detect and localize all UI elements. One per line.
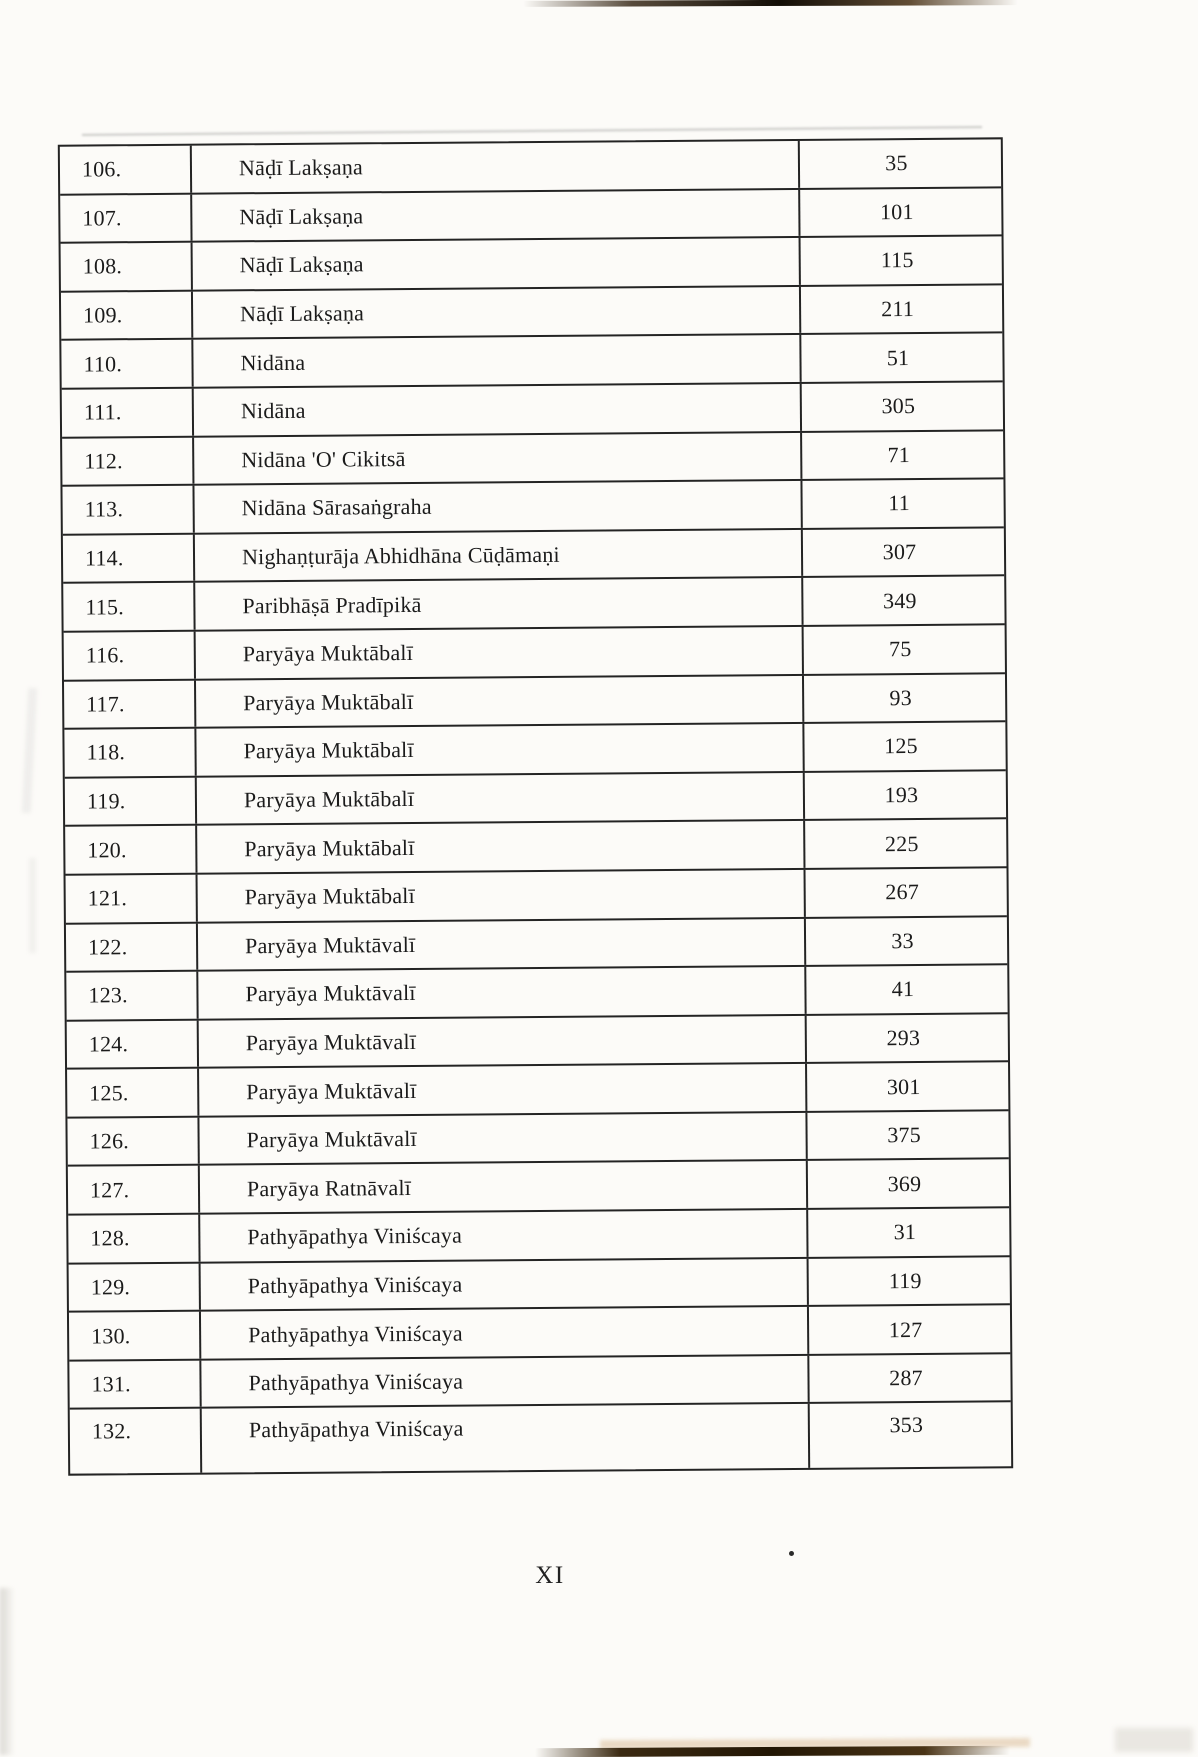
row-serial-number: 113. — [62, 486, 194, 534]
row-serial-number: 129. — [69, 1263, 201, 1311]
row-page-number: 369 — [887, 1170, 922, 1197]
row-serial-number: 111. — [62, 389, 194, 437]
row-page-number: 305 — [881, 393, 916, 419]
scanned-table-area — [58, 137, 1013, 1476]
row-serial-number: 126. — [67, 1118, 199, 1166]
row-title: Nidāna — [193, 335, 801, 386]
index-table — [58, 137, 1013, 1476]
row-page-number: 115 — [880, 247, 914, 273]
row-page-number: 33 — [891, 927, 914, 954]
table-row — [62, 431, 1003, 487]
row-serial-number: 109. — [61, 291, 193, 339]
scan-artifact-top-edge — [523, 0, 1018, 7]
row-title: Nāḍī Lakṣaṇa — [192, 141, 800, 192]
row-title: Pathyāpathya Viniścaya — [202, 1404, 810, 1473]
row-title: Pathyāpathya Viniścaya — [200, 1210, 808, 1261]
table-row — [60, 139, 1001, 195]
scan-artifact-left-streak — [29, 858, 36, 953]
row-page-number: 11 — [888, 490, 911, 516]
row-page-number: 35 — [885, 150, 908, 176]
table-row — [64, 722, 1005, 778]
row-title: Nidāna Sārasaṅgraha — [194, 481, 802, 532]
row-serial-number: 108. — [61, 243, 193, 291]
row-serial-number: 117. — [64, 680, 196, 728]
table-row — [60, 188, 1001, 244]
row-page-number: 211 — [881, 296, 915, 322]
scan-artifact-left-streak — [22, 688, 38, 813]
row-title: Pathyāpathya Viniścaya — [201, 1259, 809, 1310]
row-serial-number: 106. — [60, 146, 192, 194]
row-title: Paribhāṣā Pradīpikā — [195, 578, 803, 629]
table-row — [66, 917, 1007, 973]
scan-artifact-ghost-line — [82, 126, 982, 136]
row-title: Nighaṇṭurāja Abhidhāna Cūḍāmaṇi — [195, 530, 803, 581]
row-serial-number: 123. — [66, 972, 198, 1020]
table-row — [68, 1208, 1009, 1264]
table-row — [69, 1257, 1010, 1313]
scan-artifact-bottom-smear — [600, 1738, 1030, 1749]
row-page-number: 93 — [889, 684, 912, 711]
row-page-number: 101 — [879, 198, 914, 225]
row-serial-number: 125. — [67, 1069, 199, 1117]
row-serial-number: 122. — [66, 923, 198, 971]
row-title: Nāḍī Lakṣaṇa — [193, 238, 801, 289]
row-page-number: 71 — [887, 441, 911, 468]
row-serial-number: 115. — [63, 583, 195, 631]
row-title: Paryāya Muktābalī — [196, 675, 804, 726]
scan-artifact-bottom-edge — [535, 1746, 1010, 1757]
row-title: Nidāna 'O' Cikitsā — [194, 432, 802, 483]
row-title: Paryāya Ratnāvalī — [200, 1161, 808, 1212]
row-title: Nidāna — [194, 384, 802, 435]
row-serial-number: 121. — [66, 875, 198, 923]
row-serial-number: 119. — [65, 777, 197, 825]
table-row — [61, 285, 1002, 341]
table-row — [62, 479, 1003, 535]
table-row — [67, 1111, 1008, 1167]
table-row — [63, 528, 1004, 584]
row-title: Paryāya Muktāvalī — [199, 1064, 807, 1115]
row-serial-number: 112. — [62, 437, 194, 485]
table-row — [65, 771, 1006, 827]
row-title: Paryāya Muktāvalī — [198, 918, 806, 969]
scan-artifact-bottom-right — [1115, 1728, 1193, 1752]
row-serial-number: 116. — [64, 632, 196, 680]
table-row — [61, 237, 1002, 293]
row-page-number: 127 — [888, 1316, 923, 1342]
row-serial-number: 107. — [60, 194, 192, 242]
row-serial-number: 110. — [61, 340, 193, 388]
row-serial-number: 132. — [70, 1409, 202, 1474]
row-title: Paryāya Muktāvalī — [199, 1113, 807, 1164]
row-page-number: 193 — [884, 782, 919, 808]
row-serial-number: 130. — [69, 1312, 201, 1360]
row-title: Paryāya Muktābalī — [196, 627, 804, 678]
table-row — [62, 382, 1003, 438]
table-row — [66, 868, 1007, 924]
row-title: Nāḍī Lakṣaṇa — [192, 189, 800, 240]
row-page-number: 301 — [886, 1073, 921, 1099]
scan-artifact-left-edge — [0, 1588, 15, 1755]
table-row — [61, 334, 1002, 390]
row-serial-number: 131. — [69, 1360, 201, 1408]
page-number-footer: XI — [535, 1562, 565, 1589]
table-row — [64, 674, 1005, 730]
row-page-number: 293 — [886, 1024, 921, 1051]
row-page-number: 349 — [882, 587, 917, 613]
row-page-number: 287 — [889, 1365, 923, 1391]
row-page-number: 31 — [893, 1219, 917, 1245]
row-page-number: 51 — [886, 344, 910, 370]
row-serial-number: 128. — [68, 1215, 200, 1263]
row-page-number: 307 — [882, 539, 917, 565]
row-page-number: 353 — [889, 1412, 924, 1438]
row-title: Paryāya Muktābalī — [198, 870, 806, 921]
table-row — [70, 1403, 1011, 1474]
row-title: Paryāya Muktāvalī — [199, 1016, 807, 1067]
row-serial-number: 124. — [67, 1020, 199, 1068]
table-row — [64, 625, 1005, 681]
row-page-number: 125 — [884, 733, 918, 759]
table-row — [67, 1063, 1008, 1119]
row-title: Paryāya Muktāvalī — [198, 967, 806, 1018]
row-serial-number: 127. — [68, 1166, 200, 1214]
table-row — [66, 965, 1007, 1021]
row-title: Nāḍī Lakṣaṇa — [193, 287, 801, 338]
table-row — [67, 1014, 1008, 1070]
row-page-number: 267 — [885, 879, 920, 905]
row-serial-number: 114. — [63, 534, 195, 582]
row-page-number: 375 — [887, 1122, 921, 1148]
table-row — [69, 1306, 1010, 1362]
table-row — [68, 1160, 1009, 1216]
row-serial-number: 118. — [64, 729, 196, 777]
table-row — [63, 577, 1004, 633]
row-title: Paryāya Muktābalī — [197, 773, 805, 824]
row-page-number: 119 — [888, 1267, 922, 1294]
row-page-number: 225 — [884, 830, 919, 856]
row-title: Paryāya Muktābalī — [197, 821, 805, 872]
table-row — [65, 820, 1006, 876]
row-page-number: 41 — [891, 976, 915, 1002]
ink-dot — [789, 1551, 794, 1556]
row-title: Pathyāpathya Viniścaya — [201, 1307, 809, 1358]
row-serial-number: 120. — [65, 826, 197, 874]
row-title: Pathyāpathya Viniścaya — [201, 1356, 809, 1407]
row-page-number: 75 — [888, 636, 912, 662]
table-row — [69, 1354, 1010, 1410]
row-title: Paryāya Muktābalī — [196, 724, 804, 775]
